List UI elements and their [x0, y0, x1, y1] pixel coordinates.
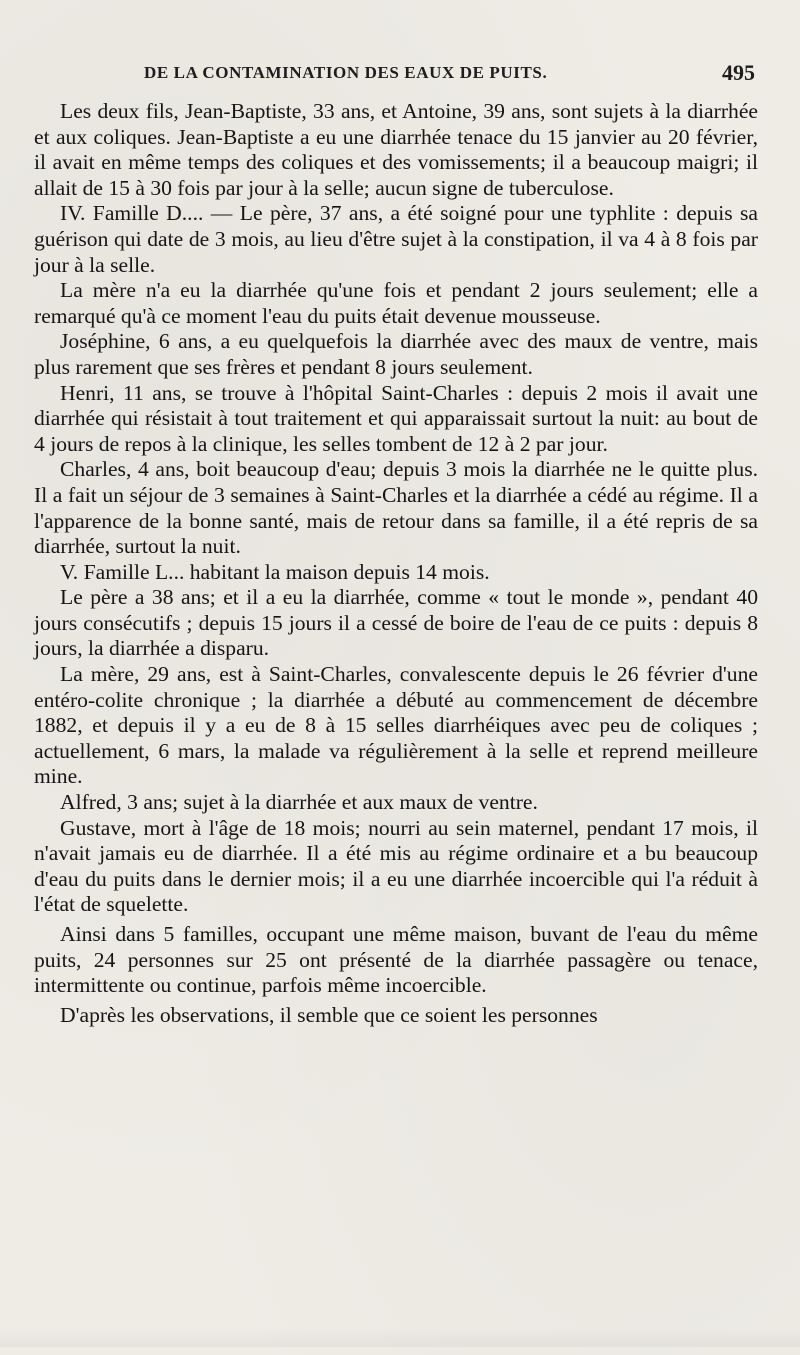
- paragraph-sons: Les deux fils, Jean-Baptiste, 33 ans, et Antoine, 39 ans, sont sujets à la diarrhée et aux coliques. Jean-Baptiste a eu une diarrhée tenace du 15 janvier au 20 février, il avait en même temps des coliques et des vomissements; il a beaucoup maigri; il allait de 15 à 30 fois par jour à la selle; aucun signe de tuberculose.: [34, 99, 758, 200]
- page-number: 495: [722, 60, 755, 85]
- paragraph-alfred: Alfred, 3 ans; sujet à la diarrhée et aux maux de ventre.: [60, 790, 538, 815]
- paragraph-conclusion: Ainsi dans 5 familles, occupant une même maison, buvant de l'eau du même puits, 24 personnes sur 25 ont présenté de la diarrhée passagère ou tenace, intermittente ou continue, parfois même incoercible.: [34, 922, 758, 998]
- paragraph-charles: Charles, 4 ans, boit beaucoup d'eau; depuis 3 mois la diarrhée ne le quitte plus. Il a fait un séjour de 3 semaines à Saint-Charles et la diarrhée a cédé au régime. Il a l'apparence de la bonne santé, mais de retour dans sa famille, il a été repris de sa diarrhée, surtout la nuit.: [34, 457, 758, 559]
- paragraph-famille-d-mother: La mère n'a eu la diarrhée qu'une fois et pendant 2 jours seulement; elle a remarqué qu'à ce moment l'eau du puits était devenue mousseuse.: [34, 278, 758, 328]
- paragraph-henri: Henri, 11 ans, se trouve à l'hôpital Saint-Charles : depuis 2 mois il avait une diarrhée qui résistait à tout traitement et qui apparaissait surtout la nuit: au bout de 4 jours de repos à la clinique, les selles tombent de 12 à 2 par jour.: [34, 380, 758, 456]
- paragraph-famille-l-mother: La mère, 29 ans, est à Saint-Charles, convalescente depuis le 26 février d'une entéro-colite chronique ; la diarrhée a débuté au commencement de décembre 1882, et depuis il y a eu de 8 à 15 selles diarrhéiques avec peu de coliques ; actuellement, 6 mars, la malade va régulièrement à la selle et reprend meilleure mine.: [34, 662, 758, 789]
- page-bottom-shadow: [0, 1327, 800, 1347]
- paragraph-famille-l-father: Le père a 38 ans; et il a eu la diarrhée, comme « tout le monde », pendant 40 jours consécutifs ; depuis 15 jours il a cessé de boire de l'eau de ce puits : depuis 8 jours, la diarrhée a disparu.: [34, 585, 758, 661]
- paragraph-gustave: Gustave, mort à l'âge de 18 mois; nourri au sein maternel, pendant 17 mois, il n'avait jamais eu de diarrhée. Il a été mis au régime ordinaire et a bu beaucoup d'eau du puits dans le dernier mois; il a eu une diarrhée incoercible qui l'a réduit à l'état de squelette.: [34, 815, 758, 917]
- paragraph-observations: D'après les observations, il semble que ce soient les personnes: [60, 1002, 598, 1027]
- page-header: [0, 60, 800, 90]
- paragraph-famille-d-father: IV. Famille D.... — Le père, 37 ans, a été soigné pour une typhlite : depuis sa guérison qui date de 3 mois, au lieu d'être sujet à la constipation, il va 4 à 8 fois par jour à la selle.: [34, 201, 758, 277]
- paragraph-josephine: Joséphine, 6 ans, a eu quelquefois la diarrhée avec des maux de ventre, mais plus rarement que ses frères et pendant 8 jours seulement.: [34, 329, 758, 379]
- paragraph-famille-l-heading: V. Famille L... habitant la maison depuis 14 mois.: [60, 559, 490, 584]
- running-title: DE LA CONTAMINATION DES EAUX DE PUITS.: [144, 63, 548, 82]
- body-text: [34, 99, 758, 1028]
